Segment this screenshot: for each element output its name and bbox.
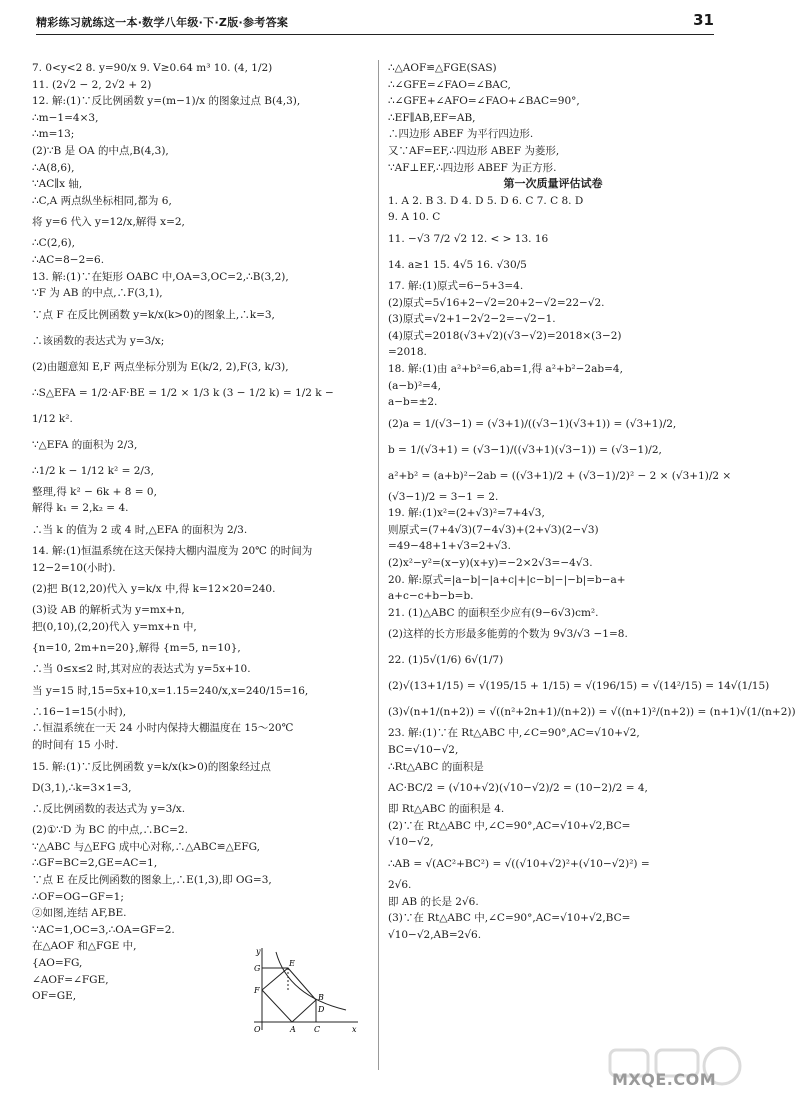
answer-line: ∵F 为 AB 的中点,∴F(3,1), — [32, 287, 163, 300]
answer-line: 的时间有 15 小时. — [32, 739, 119, 752]
answer-line: 整理,得 k² − 6k + 8 = 0, — [32, 485, 157, 498]
answer-line: ∴△AOF≌△FGE(SAS) — [388, 62, 497, 74]
answer-line: a+c−c+b−b=b. — [388, 590, 474, 603]
answer-line: AC·BC/2 = (√10+√2)(√10−√2)/2 = (10−2)/2 = 4, — [388, 782, 648, 795]
answer-line: ∵点 F 在反比例函数 y=k/x(k>0)的图象上,∴k=3, — [32, 308, 275, 321]
answer-line: 14. 解:(1)恒温系统在这天保持大棚内温度为 20℃ 的时间为 — [32, 544, 313, 557]
point-label-b: B — [318, 993, 324, 1002]
answer-line: 9. A 10. C — [388, 211, 441, 224]
point-label-a: A — [290, 1025, 296, 1034]
answer-line: ∴当 0≤x≤2 时,其对应的表达式为 y=5x+10. — [32, 663, 251, 676]
answer-line: OF=GE, — [32, 990, 77, 1003]
answer-line: (3)设 AB 的解析式为 y=mx+n, — [32, 604, 185, 617]
answer-line: (3)∵在 Rt△ABC 中,∠C=90°,AC=√10+√2,BC= — [388, 912, 631, 925]
point-label-d: D — [318, 1005, 325, 1014]
answer-line: 11. (2√2 − 2, 2√2 + 2) — [32, 78, 152, 91]
answer-line: ∵点 E 在反比例函数的图象上,∴E(1,3),即 OG=3, — [32, 874, 272, 887]
answer-line: 又∵AF=EF,∴四边形 ABEF 为菱形, — [388, 144, 560, 157]
answer-line: =49−48+1+√3=2+√3. — [388, 540, 511, 553]
answer-line: ∴C,A 两点纵坐标相同,都为 6, — [32, 194, 172, 207]
answer-line: ②如图,连结 AF,BE. — [32, 907, 127, 920]
answer-line: 14. a≥1 15. 4√5 16. √30/5 — [388, 258, 527, 271]
answer-line: ∴恒温系统在一天 24 小时内保持大棚温度在 15～20℃ — [32, 722, 294, 735]
answer-line: 15. 解:(1)∵反比例函数 y=k/x(k>0)的图象经过点 — [32, 760, 271, 773]
answer-line: a²+b² = (a+b)²−2ab = ((√3+1)/2 + (√3−1)/2)² − 2 × (√3+1)/2 × — [388, 469, 732, 482]
answer-line: BC=√10−√2, — [388, 744, 459, 757]
answer-line: 13. 解:(1)∵在矩形 OABC 中,OA=3,OC=2,∴B(3,2), — [32, 270, 289, 283]
answer-line: ∵△EFA 的面积为 2/3, — [32, 438, 138, 451]
answer-line: (a−b)²=4, — [388, 379, 441, 392]
answer-line: ∴当 k 的值为 2 或 4 时,△EFA 的面积为 2/3. — [32, 523, 248, 536]
answer-line: ∴∠GFE+∠AFO=∠FAO+∠BAC=90°, — [388, 95, 580, 108]
answer-line: ∠AOF=∠FGE, — [32, 973, 109, 986]
point-label-f: F — [254, 986, 260, 995]
answer-line: (2)a = 1/(√3−1) = (√3+1)/((√3−1)(√3+1)) = (√3+1)/2, — [388, 417, 677, 430]
point-label-e: E — [289, 959, 295, 968]
answer-line: (3)√(n+1/(n+2)) = √((n²+2n+1)/(n+2)) = √((n+1)²/(n+2)) = (n+1)√(1/(n+2)) — [388, 706, 796, 719]
answer-line: ∵AF⊥EF,∴四边形 ABEF 为正方形. — [388, 161, 557, 174]
page-number: 31 — [693, 11, 714, 29]
answer-line: 19. 解:(1)x²=(2+√3)²=7+4√3, — [388, 507, 545, 520]
answer-line: 即 Rt△ABC 的面积是 4. — [388, 803, 505, 816]
answer-line: √10−√2, — [388, 836, 434, 849]
answer-line: 2√6. — [388, 879, 412, 891]
answer-line: ∴1/2 k − 1/12 k² = 2/3, — [32, 464, 154, 477]
answer-line: 7. 0<y<2 8. y=90/x 9. V≥0.64 m³ 10. (4, 1/2) — [32, 62, 273, 74]
answer-line: ∵△ABC 与△EFG 成中心对称,∴△ABC≌△EFG, — [32, 840, 260, 853]
answer-line: 则原式=(7+4√3)(7−4√3)+(2+√3)(2−√3) — [388, 523, 599, 536]
answer-line: (2)x²−y²=(x−y)(x+y)=−2×2√3=−4√3. — [388, 557, 593, 570]
answer-line: ∵AC=1,OC=3,∴OA=GF=2. — [32, 923, 175, 936]
answer-line: ∴OF=OG−GF=1; — [32, 890, 124, 903]
point-label-g: G — [254, 964, 261, 973]
answer-line: ∴16−1=15(小时), — [32, 705, 127, 718]
answer-line: 20. 解:原式=|a−b|−|a+c|+|c−b|−|−b|=b−a+ — [388, 573, 626, 586]
answer-line: 在△AOF 和△FGE 中, — [32, 940, 137, 953]
answer-line: ∴AC=8−2=6. — [32, 253, 105, 266]
answer-line: 12. 解:(1)∵反比例函数 y=(m−1)/x 的图象过点 B(4,3), — [32, 95, 301, 108]
left-column — [32, 60, 370, 1005]
answer-line: ∴AB = √(AC²+BC²) = √((√10+√2)²+(√10−√2)²) = — [388, 858, 650, 870]
answer-line: ∴m=13; — [32, 128, 75, 141]
answer-line: 把(0,10),(2,20)代入 y=mx+n 中, — [32, 620, 197, 633]
answer-line: ∴∠GFE=∠FAO=∠BAC, — [388, 78, 511, 91]
answer-line: 17. 解:(1)原式=6−5+3=4. — [388, 279, 524, 292]
answer-line: 1. A 2. B 3. D 4. D 5. D 6. C 7. C 8. D — [388, 194, 584, 207]
answer-line: 23. 解:(1)∵在 Rt△ABC 中,∠C=90°,AC=√10+√2, — [388, 727, 640, 740]
answer-line: 即 AB 的长是 2√6. — [388, 895, 479, 908]
answer-line: =2018. — [388, 346, 427, 359]
answer-line: (2)把 B(12,20)代入 y=k/x 中,得 k=12×20=240. — [32, 583, 276, 596]
answer-line: ∴四边形 ABEF 为平行四边形. — [388, 128, 534, 141]
answer-line: 解得 k₁ = 2,k₂ = 4. — [32, 502, 129, 515]
answer-line: 当 y=15 时,15=5x+10,x=1.15=240/x,x=240/15=16, — [32, 684, 309, 697]
answer-line: a−b=±2. — [388, 396, 438, 409]
answer-line: ∵AC∥x 轴, — [32, 178, 83, 191]
answer-line: 12−2=10(小时). — [32, 561, 116, 574]
answer-line: 22. (1)5√(1/6) 6√(1/7) — [388, 654, 504, 667]
answer-line: (2)原式=5√16+2−√2=20+2−√2=22−√2. — [388, 296, 605, 309]
answer-line: (2)①∵D 为 BC 的中点,∴BC=2. — [32, 824, 188, 837]
column-divider — [378, 60, 379, 1070]
hyperbola-curve — [276, 952, 346, 1010]
answer-line: (2)由题意知 E,F 两点坐标分别为 E(k/2, 2),F(3, k/3), — [32, 360, 289, 373]
answer-line: (2)∵B 是 OA 的中点,B(4,3), — [32, 144, 169, 157]
answer-line: ∴S△EFA = 1/2·AF·BE = 1/2 × 1/3 k (3 − 1/2 k) = 1/2 k − — [32, 386, 334, 399]
answer-line: (2)这样的长方形最多能剪的个数为 9√3/√3 −1=8. — [388, 628, 628, 641]
answer-line: ∴A(8,6), — [32, 161, 75, 174]
answer-line: {n=10, 2m+n=20},解得 {m=5, n=10}, — [32, 642, 241, 655]
section-title: 第一次质量评估试卷 — [503, 177, 603, 191]
answer-line: ∴Rt△ABC 的面积是 — [388, 760, 484, 773]
coordinate-graph — [246, 944, 362, 1034]
origin-label: O — [254, 1025, 261, 1034]
answer-line: 21. (1)△ABC 的面积至少应有(9−6√3)cm². — [388, 606, 599, 619]
answer-line: ∴该函数的表达式为 y=3/x; — [32, 334, 165, 347]
watermark-text: MXQE.COM — [612, 1070, 717, 1089]
point-label-c: C — [314, 1025, 321, 1034]
answer-line: D(3,1),∴k=3×1=3, — [32, 781, 132, 794]
answer-line: 18. 解:(1)由 a²+b²=6,ab=1,得 a²+b²−2ab=4, — [388, 362, 623, 375]
answer-line: (4)原式=2018(√3+√2)(√3−√2)=2018×(3−2) — [388, 329, 622, 342]
answer-line: ∴m−1=4×3, — [32, 111, 99, 124]
answer-line: ∴反比例函数的表达式为 y=3/x. — [32, 803, 186, 816]
answer-line: ∴GF=BC=2,GE=AC=1, — [32, 857, 158, 870]
answer-line: 11. −√3 7/2 √2 12. < > 13. 16 — [388, 232, 549, 245]
answer-line: (2)∵在 Rt△ABC 中,∠C=90°,AC=√10+√2,BC= — [388, 819, 631, 832]
answer-line: {AO=FG, — [32, 957, 83, 969]
answer-line: ∴EF∥AB,EF=AB, — [388, 111, 476, 124]
page-header — [36, 10, 714, 35]
answer-line: (2)√(13+1/15) = √(195/15 + 1/15) = √(196/15) = √(14²/15) = 14√(1/15) — [388, 680, 770, 693]
answer-line: (3)原式=√2+1−2√2−2=−√2−1. — [388, 313, 556, 326]
answer-line: (√3−1)/2 = 3−1 = 2. — [388, 490, 499, 503]
axis-x-label: x — [352, 1025, 357, 1034]
answer-line: b = 1/(√3+1) = (√3−1)/((√3+1)(√3−1)) = (√3−1)/2, — [388, 443, 662, 456]
axis-y-label: y — [256, 947, 261, 956]
header-title: 精彩练习就练这一本·数学八年级·下·Z版·参考答案 — [36, 16, 289, 29]
answer-line: √10−√2,AB=2√6. — [388, 928, 482, 941]
answer-line: ∴C(2,6), — [32, 237, 75, 250]
answer-line: 将 y=6 代入 y=12/x,解得 x=2, — [32, 216, 185, 229]
right-column — [388, 60, 796, 943]
answer-line: 1/12 k². — [32, 412, 73, 425]
